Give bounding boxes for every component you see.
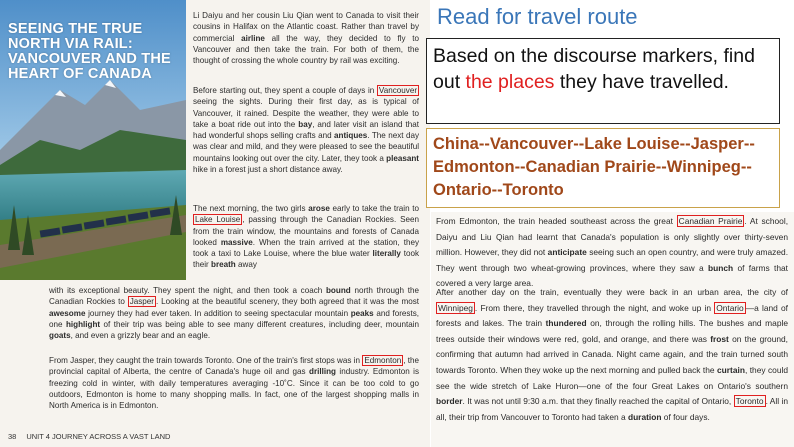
unit-title: UNIT 4 JOURNEY ACROSS A VAST LAND	[26, 432, 171, 441]
highlight-toronto: Toronto	[735, 396, 764, 407]
mountain-lake-train-photo	[0, 0, 186, 280]
highlight-edmonton: Edmonton	[364, 356, 402, 365]
highlight-vancouver: Vancouver	[378, 86, 418, 95]
highlight-ontario: Ontario	[716, 302, 744, 313]
paragraph-winnipeg-ontario-toronto: After another day on the train, eventually they were back in an urban area, the city of Winnipeg . From there, they travelled through the night, and woke up in Ontario —a land of forests and lakes. The train thundered on, through the rolling hills. The bushes and maple trees outside their windows were red, gold, and orange, and there was frost on the ground, confirming that autumn had arrived in Canada. Night came again, and the train turned south towards Toronto. When they woke up the next morning and pulled back the curtain, they could see the wide stretch of Lake Huron—one of the four Great Lakes on Ontario's southern border. It was not until 9:30 a.m. that they finally reached the capital of Ontario, Toronto . All in all, their trip from Vancouver to Toronto had taken a duration of four days.	[436, 287, 789, 422]
highlight-winnipeg: Winnipeg	[438, 302, 473, 313]
paragraph-prairie: From Edmonton, the train headed southeast across the great Canadian Prairie . At school, Daiyu and Liu Qian had learnt that Canada's population is only slightly over thirty-seven million. However, they did not anticipate seeing such an open country, and were truly amazed. They went through two wheat-growing provinces, where they saw a bunch of farms that covered a very large area.	[436, 216, 789, 289]
headline-line-2: NORTH VIA RAIL:	[8, 36, 133, 52]
question-box: Based on the discourse markers, find out the places they have travelled.	[426, 38, 780, 124]
photo-headline	[8, 22, 184, 82]
page-footer	[8, 432, 170, 441]
paragraph-edmonton: From Jasper, they caught the train towards Toronto. One of the train's first stops was in Edmonton , the provincial capital of Alberta, the centre of Canada's huge oil and gas drilling industry. Edmonton is freezing cold in winter, with daily temperatures averaging -10˚C. Since it can be too cold to go outdoors, Edmonton is home to many shopping malls. In fact, one of the largest shopping malls in North America is in Edmonton.	[49, 356, 420, 411]
page-number: 38	[8, 432, 17, 441]
headline-line-4: HEART OF CANADA	[8, 66, 152, 82]
highlight-canadian-prairie: Canadian Prairie	[678, 216, 743, 226]
paragraph-vancouver: Before starting out, they spent a couple of days in Vancouver seeing the sights. During their first day, as is typical of Vancouver, it rained. Despite the weather, they were able to take a boat ride out into the bay, and later visit an island that had wonderful shops selling crafts and antiques. The next day was clear and mild, and they were pleased to see the beautiful mountains looking out over the city. Later, they took a pleasant hike in a forest just a short distance away.	[193, 86, 420, 175]
highlight-jasper: Jasper	[129, 297, 154, 307]
paragraph-lake-louise: The next morning, the two girls arose early to take the train to Lake Louise , passing through the Canadian Rockies. Seen from the train window, the mountains and forests of Canada looked massive. When the train arrived at the station, they took a taxi to Lake Louise, where the blue water literally took their breath away	[193, 204, 420, 270]
highlight-lake-louise: Lake Louise	[195, 215, 241, 225]
paragraph-jasper: with its exceptional beauty. They spent the night, and then took a coach bound north through the Canadian Rockies to Jasper . Looking at the beautiful scenery, they both agreed that it was the most awesome journey they had ever taken. In addition to seeing spectacular mountain peaks and forests, one highlight of their trip was being able to see many different creatures, including deer, mountain goats, and even a grizzly bear and an eagle.	[49, 286, 420, 341]
slide-title: Read for travel route	[437, 4, 638, 29]
answer-route-box: China--Vancouver--Lake Louise--Jasper--Edmonton--Canadian Prairie--Winnipeg--Ontario--Toronto	[426, 128, 780, 208]
headline-line-3: VANCOUVER AND THE	[8, 51, 171, 67]
headline-line-1: SEEING THE TRUE	[8, 21, 143, 37]
paragraph-intro: Li Daiyu and her cousin Liu Qian went to Canada to visit their cousins in Halifax on the Atlantic coast. Rather than travel by commercial airline all the way, they decided to fly to Vancouver and then take the train. For both of them, the thought of crossing the whole country by rail was exciting.	[193, 11, 420, 66]
question-highlight: the places	[465, 71, 555, 93]
